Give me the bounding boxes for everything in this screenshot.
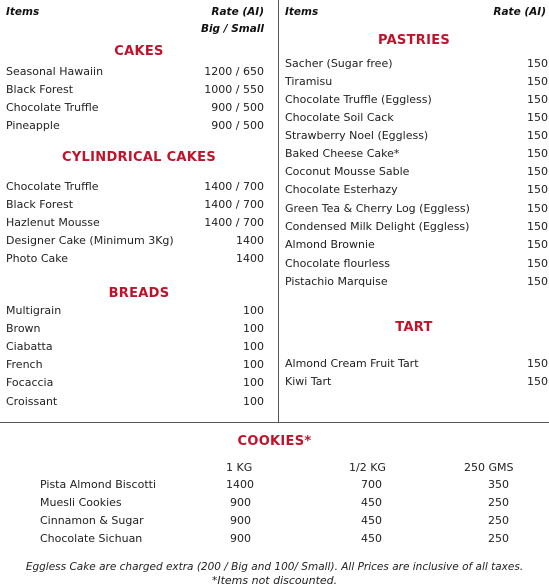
list-item: Ciabatta 100 <box>6 340 264 353</box>
list-item: Condensed Milk Delight (Eggless) 150 <box>285 220 548 233</box>
items-header-left: Items <box>6 6 40 18</box>
table-row: Cinnamon & Sugar 900 450 250 <box>40 514 509 527</box>
list-item: Strawberry Noel (Eggless) 150 <box>285 129 548 142</box>
cylindrical-cakes-title: CYLINDRICAL CAKES <box>61 150 217 165</box>
list-item: Seasonal Hawaiin 1200 / 650 <box>6 65 264 78</box>
list-item: Chocolate Soil Cack 150 <box>285 111 548 124</box>
pastries-title: PASTRIES <box>377 33 451 48</box>
cookies-col-halfkg: 1/2 KG <box>349 461 386 474</box>
list-item: Photo Cake 1400 <box>6 252 264 265</box>
list-item: Almond Brownie 150 <box>285 238 548 251</box>
section-divider <box>0 422 549 423</box>
breads-title: BREADS <box>108 286 170 301</box>
list-item: Pineapple 900 / 500 <box>6 119 264 132</box>
table-row: Pista Almond Biscotti 1400 700 350 <box>40 478 509 491</box>
list-item: Chocolate Truffle (Eggless) 150 <box>285 93 548 106</box>
list-item: Baked Cheese Cake* 150 <box>285 147 548 160</box>
list-item: Green Tea & Cherry Log (Eggless) 150 <box>285 202 548 215</box>
table-row: Muesli Cookies 900 450 250 <box>40 496 509 509</box>
list-item: Black Forest 1000 / 550 <box>6 83 264 96</box>
list-item: Brown 100 <box>6 322 264 335</box>
list-item: Chocolate Truffle 1400 / 700 <box>6 180 264 193</box>
tart-title: TART <box>395 320 433 335</box>
column-divider <box>278 0 279 422</box>
list-item: Chocolate Esterhazy 150 <box>285 183 548 196</box>
list-item: Coconut Mousse Sable 150 <box>285 165 548 178</box>
list-item: Multigrain 100 <box>6 304 264 317</box>
list-item: Designer Cake (Minimum 3Kg) 1400 <box>6 234 264 247</box>
list-item: Black Forest 1400 / 700 <box>6 198 264 211</box>
footer-asterisk-note: *Items not discounted. <box>211 574 338 587</box>
rate-subheader-left: Big / Small <box>200 23 264 35</box>
cookies-title: COOKIES* <box>237 434 312 449</box>
list-item: Pistachio Marquise 150 <box>285 275 548 288</box>
list-item: French 100 <box>6 358 264 371</box>
list-item: Hazlenut Mousse 1400 / 700 <box>6 216 264 229</box>
list-item: Almond Cream Fruit Tart 150 <box>285 357 548 370</box>
cookies-col-250g: 250 GMS <box>464 461 514 474</box>
list-item: Kiwi Tart 150 <box>285 375 548 388</box>
list-item: Focaccia 100 <box>6 376 264 389</box>
cookies-col-1kg: 1 KG <box>226 461 253 474</box>
cakes-title: CAKES <box>114 44 164 59</box>
list-item: Tiramisu 150 <box>285 75 548 88</box>
list-item: Croissant 100 <box>6 395 264 408</box>
items-header-right: Items <box>285 6 319 18</box>
list-item: Chocolate flourless 150 <box>285 257 548 270</box>
rate-header-right: Rate (AI) <box>493 6 546 18</box>
footer-note: Eggless Cake are charged extra (200 / Big and 100/ Small). All Prices are inclusive of all taxes. <box>25 561 524 573</box>
list-item: Sacher (Sugar free) 150 <box>285 57 548 70</box>
rate-header-left: Rate (AI) <box>211 6 264 18</box>
list-item: Chocolate Truffle 900 / 500 <box>6 101 264 114</box>
table-row: Chocolate Sichuan 900 450 250 <box>40 532 509 545</box>
